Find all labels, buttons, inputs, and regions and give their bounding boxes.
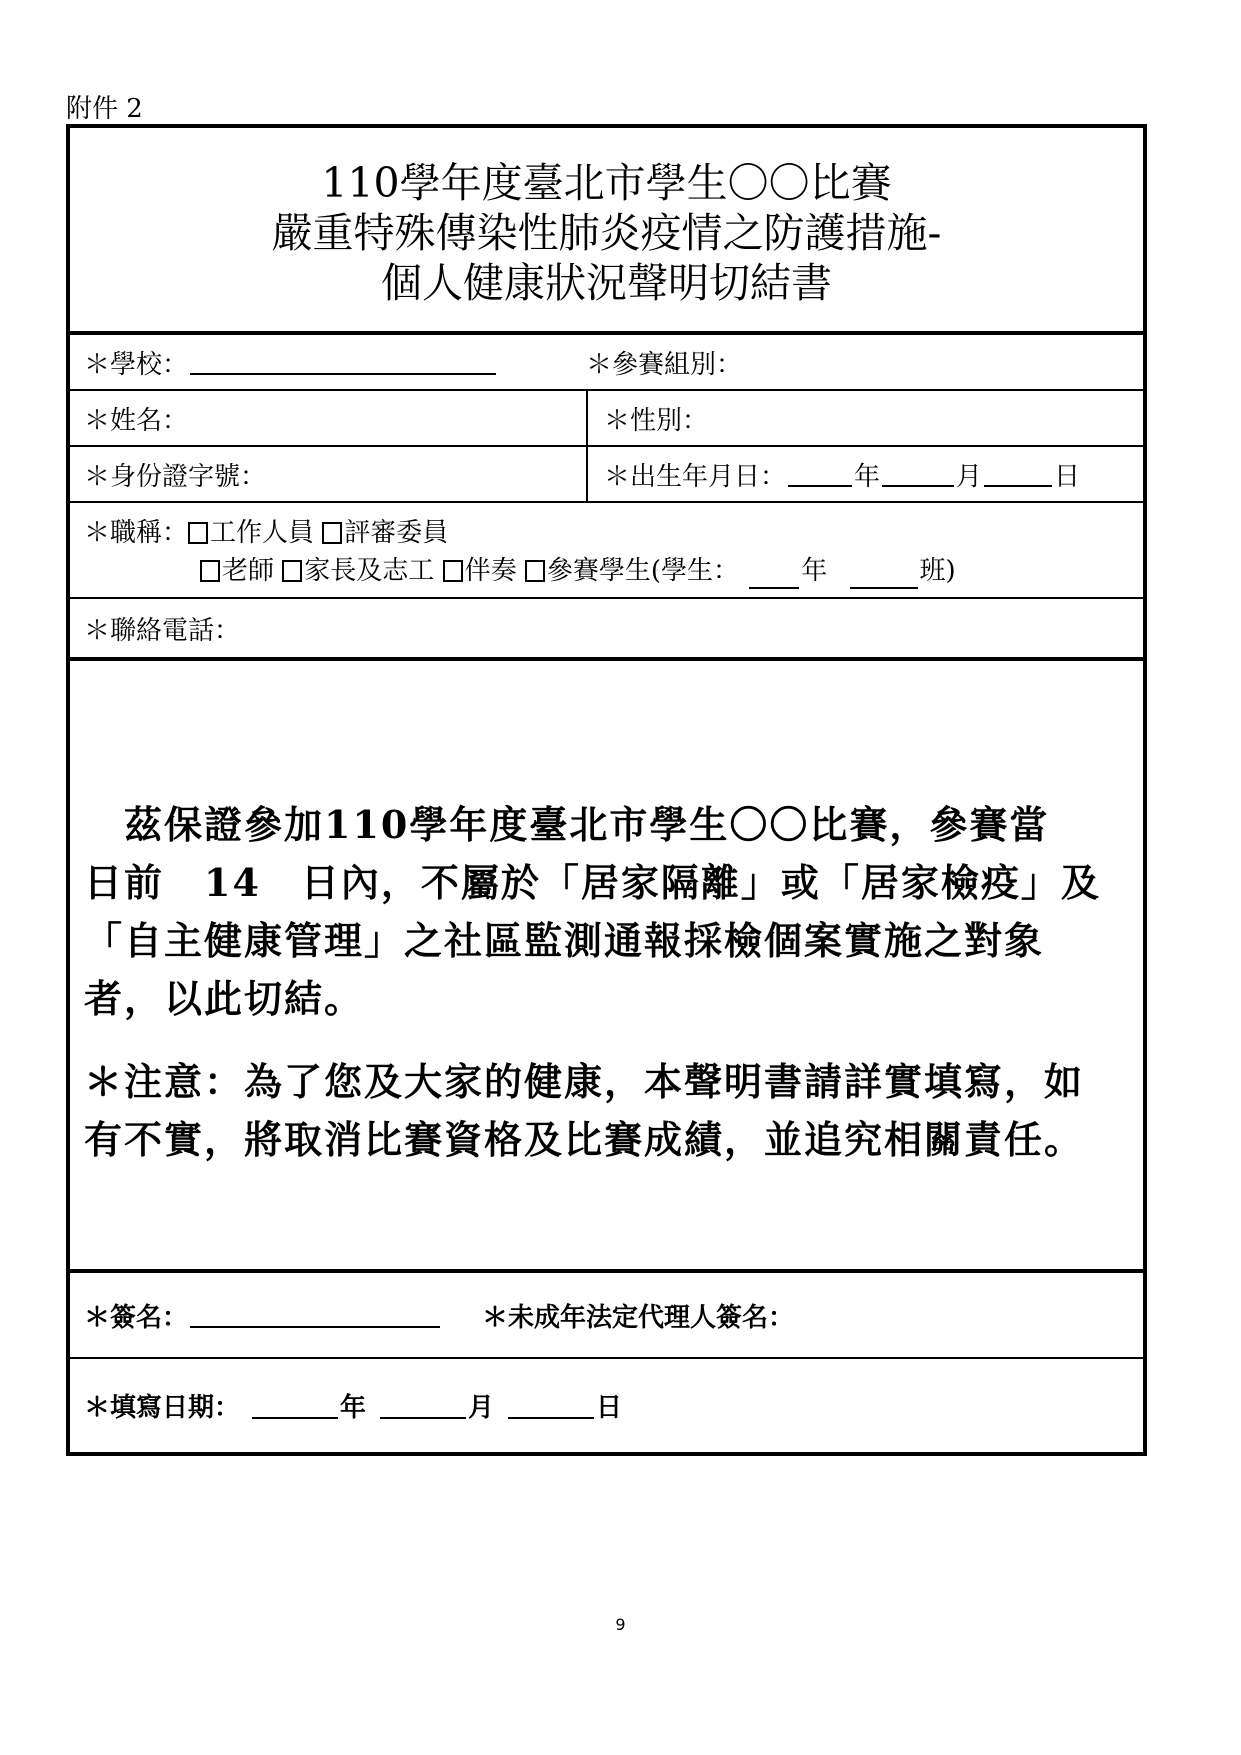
column-divider (586, 391, 588, 445)
date-label: ＊填寫日期： (84, 1393, 241, 1423)
signature-field[interactable] (190, 1302, 440, 1328)
date-day-label: 日 (596, 1393, 623, 1423)
role-student-label: 參賽學生(學生： (546, 556, 739, 586)
role-teacher-label: 老師 (222, 556, 275, 586)
attachment-label: 附件 2 (66, 94, 143, 124)
checkbox-student[interactable] (525, 560, 545, 582)
school-label: ＊學校： (84, 349, 189, 380)
role-judge-label: 評審委員 (344, 518, 449, 548)
title-line-1: 110學年度臺北市學生〇〇比賽 (321, 159, 892, 207)
date-year-field[interactable] (252, 1393, 338, 1419)
class-label: 班) (919, 556, 956, 586)
date-month-label: 月 (468, 1393, 495, 1423)
notice-line: ＊注意：為了您及大家的健康，本聲明書請詳實填寫，如 (84, 1059, 1085, 1104)
column-divider (586, 447, 588, 501)
row-phone (70, 599, 1143, 661)
page-number: 9 (615, 1615, 626, 1634)
grade-field[interactable] (749, 563, 799, 589)
guardian-signature-label: ＊未成年法定代理人簽名： (482, 1302, 795, 1333)
phone-label: ＊聯絡電話： (84, 615, 241, 646)
class-field[interactable] (850, 563, 918, 589)
role-parent-label: 家長及志工 (304, 556, 435, 586)
statement-paragraph (84, 796, 1135, 1028)
row-id (70, 447, 1143, 503)
school-field[interactable] (190, 349, 496, 375)
declaration-form (66, 124, 1147, 1456)
row-school (70, 335, 1143, 391)
role-staff-label: 工作人員 (210, 518, 315, 548)
notice-paragraph (84, 1053, 1135, 1169)
date-year-label: 年 (340, 1393, 367, 1423)
birth-label: ＊出生年月日： (604, 461, 787, 492)
title-line-3: 個人健康狀況聲明切結書 (381, 259, 832, 307)
birth-year-field[interactable] (788, 461, 852, 487)
row-role (70, 503, 1143, 599)
checkbox-parent-volunteer[interactable] (282, 560, 302, 582)
birth-day-label: 日 (1054, 461, 1081, 492)
grade-label: 年 (801, 556, 828, 586)
signature-label: ＊簽名： (84, 1302, 189, 1333)
name-label: ＊姓名： (84, 405, 189, 436)
group-label: ＊參賽組別： (586, 349, 743, 380)
role-accompanist-label: 伴奏 (464, 556, 517, 586)
statement-line: 茲保證參加110學年度臺北市學生〇〇比賽，參賽當 (84, 802, 1050, 847)
form-title (70, 128, 1143, 335)
statement-line: 日前 14 日內，不屬於「居家隔離」或「居家檢疫」及 (84, 860, 1101, 905)
id-label: ＊身份證字號： (84, 461, 267, 492)
checkbox-teacher[interactable] (200, 560, 220, 582)
date-day-field[interactable] (508, 1393, 594, 1419)
birth-month-label: 月 (956, 461, 983, 492)
birth-day-field[interactable] (984, 461, 1052, 487)
title-line-2: 嚴重特殊傳染性肺炎疫情之防護措施- (271, 209, 942, 257)
statement-line: 者，以此切結。 (84, 976, 365, 1021)
role-label: ＊職稱： (84, 518, 189, 548)
statement-line: 「自主健康管理」之社區監測通報採檢個案實施之對象 (84, 918, 1045, 963)
birth-month-field[interactable] (882, 461, 954, 487)
birth-year-label: 年 (854, 461, 881, 492)
statement-section (70, 661, 1143, 1273)
checkbox-accompanist[interactable] (443, 560, 463, 582)
checkbox-staff[interactable] (188, 522, 208, 544)
notice-line: 有不實，將取消比賽資格及比賽成績，並追究相關責任。 (84, 1117, 1085, 1162)
row-name (70, 391, 1143, 447)
gender-label: ＊性別： (604, 405, 709, 436)
date-month-field[interactable] (380, 1393, 466, 1419)
row-date (70, 1359, 1143, 1452)
row-signature (70, 1273, 1143, 1359)
checkbox-judge[interactable] (322, 522, 342, 544)
